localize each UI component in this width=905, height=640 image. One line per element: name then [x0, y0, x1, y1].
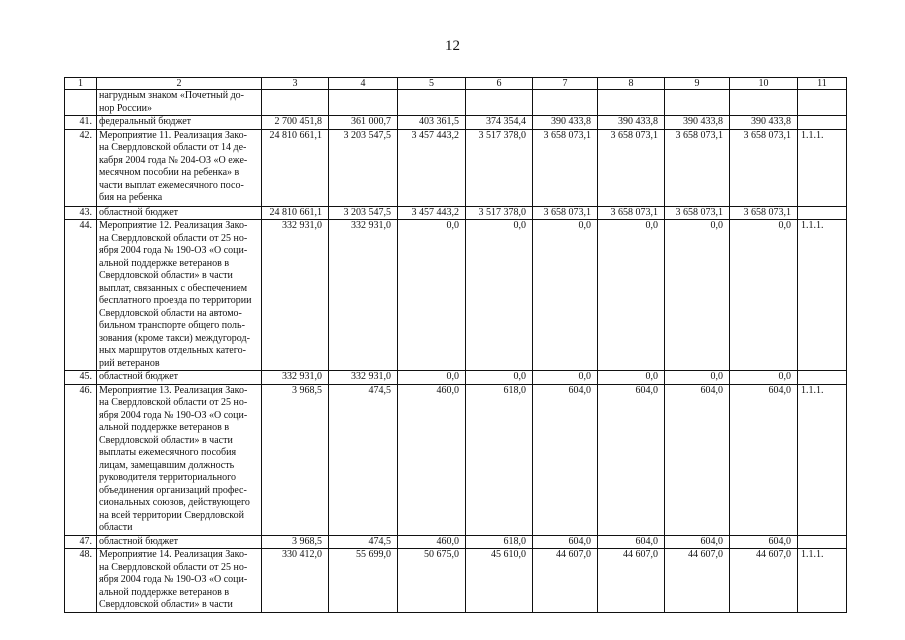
- value-cell: 332 931,0: [329, 220, 398, 371]
- row-description: Мероприятие 13. Реализация Зако- на Свердловской области от 25 но- ября 2004 года № 190-ОЗ «О соци- альной поддержке ветеранов в Свердловской области» в части выплаты ежемесячного пособия лицам, замещавшим должность руководителя территориального объединения организаций профес- сиональных союзов, действующего на всей территории Свердловской области: [97, 384, 262, 535]
- value-cell: 618,0: [466, 384, 533, 535]
- table-row: [65, 90, 847, 116]
- value-cell: 474,5: [329, 384, 398, 535]
- row-description: Мероприятие 12. Реализация Зако- на Свердловской области от 25 но- ября 2004 года № 190-ОЗ «О соци- альной поддержке ветеранов в Свердловской области» в части выплат, связанных с обеспечением бесплатного проезда по территории Свердловской области на автомо- бильном транспорте общего поль- зования (кроме такси) междугород- ных маршрутов отдельных катего- рий ветеранов: [97, 220, 262, 371]
- value-cell: 3 658 073,1: [665, 129, 730, 206]
- value-cell: 0,0: [533, 371, 598, 385]
- value-cell: 460,0: [398, 535, 466, 549]
- value-cell: 0,0: [398, 371, 466, 385]
- value-cell: 0,0: [398, 220, 466, 371]
- value-cell: 390 433,8: [533, 116, 598, 130]
- row-number: 47.: [65, 535, 97, 549]
- value-cell: 0,0: [598, 220, 665, 371]
- value-cell: 390 433,8: [598, 116, 665, 130]
- value-cell: [598, 90, 665, 116]
- value-cell: 0,0: [665, 371, 730, 385]
- value-cell: [730, 90, 798, 116]
- value-cell: 390 433,8: [730, 116, 798, 130]
- value-cell: 403 361,5: [398, 116, 466, 130]
- value-cell: 374 354,4: [466, 116, 533, 130]
- value-cell: 0,0: [466, 371, 533, 385]
- value-cell: 3 658 073,1: [598, 206, 665, 220]
- value-cell: 0,0: [665, 220, 730, 371]
- target-code: 1.1.1.: [798, 549, 847, 613]
- row-description: областной бюджет: [97, 206, 262, 220]
- row-description: федеральный бюджет: [97, 116, 262, 130]
- value-cell: 332 931,0: [329, 371, 398, 385]
- value-cell: 332 931,0: [262, 220, 329, 371]
- row-number: 43.: [65, 206, 97, 220]
- value-cell: 44 607,0: [598, 549, 665, 613]
- budget-source-row: [65, 371, 847, 385]
- value-cell: 332 931,0: [262, 371, 329, 385]
- row-number: 44.: [65, 220, 97, 371]
- row-number: [65, 90, 97, 116]
- value-cell: 50 675,0: [398, 549, 466, 613]
- column-header: 1: [65, 78, 97, 90]
- row-description: Мероприятие 14. Реализация Зако- на Свердловской области от 25 но- ября 2004 года № 190-ОЗ «О соци- альной поддержке ветеранов в Свердловской области» в части: [97, 549, 262, 613]
- value-cell: 3 517 378,0: [466, 129, 533, 206]
- value-cell: 330 412,0: [262, 549, 329, 613]
- column-header: 7: [533, 78, 598, 90]
- value-cell: 44 607,0: [730, 549, 798, 613]
- target-code: [798, 371, 847, 385]
- value-cell: 2 700 451,8: [262, 116, 329, 130]
- value-cell: 604,0: [730, 384, 798, 535]
- value-cell: [329, 90, 398, 116]
- value-cell: 3 658 073,1: [533, 206, 598, 220]
- value-cell: 604,0: [533, 384, 598, 535]
- value-cell: 44 607,0: [665, 549, 730, 613]
- table-row: [65, 220, 847, 371]
- row-number: 48.: [65, 549, 97, 613]
- value-cell: [262, 90, 329, 116]
- value-cell: 45 610,0: [466, 549, 533, 613]
- value-cell: 3 517 378,0: [466, 206, 533, 220]
- value-cell: 460,0: [398, 384, 466, 535]
- column-header: 9: [665, 78, 730, 90]
- budget-source-row: [65, 206, 847, 220]
- target-code: 1.1.1.: [798, 129, 847, 206]
- row-description: Мероприятие 11. Реализация Зако- на Свердловской области от 14 де- кабря 2004 года № 204-ОЗ «О еже- месячном пособии на ребенка» в части выплат ежемесячного посо- бия на ребенка: [97, 129, 262, 206]
- value-cell: 390 433,8: [665, 116, 730, 130]
- value-cell: 604,0: [598, 535, 665, 549]
- value-cell: 0,0: [598, 371, 665, 385]
- column-header: 8: [598, 78, 665, 90]
- value-cell: 3 203 547,5: [329, 206, 398, 220]
- row-number: 45.: [65, 371, 97, 385]
- value-cell: 604,0: [665, 535, 730, 549]
- table-row: [65, 549, 847, 613]
- value-cell: 44 607,0: [533, 549, 598, 613]
- value-cell: 0,0: [466, 220, 533, 371]
- value-cell: 24 810 661,1: [262, 206, 329, 220]
- row-description: областной бюджет: [97, 371, 262, 385]
- value-cell: 3 457 443,2: [398, 206, 466, 220]
- value-cell: [466, 90, 533, 116]
- value-cell: 3 658 073,1: [533, 129, 598, 206]
- value-cell: [398, 90, 466, 116]
- target-code: [798, 116, 847, 130]
- row-description: нагрудным знаком «Почетный до- нор России»: [97, 90, 262, 116]
- value-cell: 3 658 073,1: [730, 206, 798, 220]
- budget-table: [64, 77, 847, 613]
- row-number: 42.: [65, 129, 97, 206]
- value-cell: 361 000,7: [329, 116, 398, 130]
- value-cell: 3 658 073,1: [730, 129, 798, 206]
- target-code: [798, 90, 847, 116]
- value-cell: 0,0: [533, 220, 598, 371]
- value-cell: 3 658 073,1: [598, 129, 665, 206]
- column-header: 4: [329, 78, 398, 90]
- table-row: [65, 129, 847, 206]
- value-cell: 3 203 547,5: [329, 129, 398, 206]
- value-cell: 474,5: [329, 535, 398, 549]
- header-row: [65, 78, 847, 90]
- budget-source-row: [65, 116, 847, 130]
- budget-source-row: [65, 535, 847, 549]
- column-header: 5: [398, 78, 466, 90]
- value-cell: 3 658 073,1: [665, 206, 730, 220]
- value-cell: 604,0: [533, 535, 598, 549]
- row-description: областной бюджет: [97, 535, 262, 549]
- value-cell: [533, 90, 598, 116]
- row-number: 46.: [65, 384, 97, 535]
- value-cell: 604,0: [665, 384, 730, 535]
- table-row: [65, 384, 847, 535]
- target-code: 1.1.1.: [798, 384, 847, 535]
- value-cell: 0,0: [730, 220, 798, 371]
- target-code: 1.1.1.: [798, 220, 847, 371]
- value-cell: 618,0: [466, 535, 533, 549]
- value-cell: 24 810 661,1: [262, 129, 329, 206]
- value-cell: [665, 90, 730, 116]
- value-cell: 3 968,5: [262, 535, 329, 549]
- row-number: 41.: [65, 116, 97, 130]
- column-header: 2: [97, 78, 262, 90]
- value-cell: 3 968,5: [262, 384, 329, 535]
- value-cell: 604,0: [730, 535, 798, 549]
- target-code: [798, 535, 847, 549]
- column-header: 6: [466, 78, 533, 90]
- value-cell: 604,0: [598, 384, 665, 535]
- column-header: 11: [798, 78, 847, 90]
- value-cell: 55 699,0: [329, 549, 398, 613]
- target-code: [798, 206, 847, 220]
- value-cell: 0,0: [730, 371, 798, 385]
- column-header: 10: [730, 78, 798, 90]
- column-header: 3: [262, 78, 329, 90]
- page-number: 12: [445, 38, 460, 54]
- value-cell: 3 457 443,2: [398, 129, 466, 206]
